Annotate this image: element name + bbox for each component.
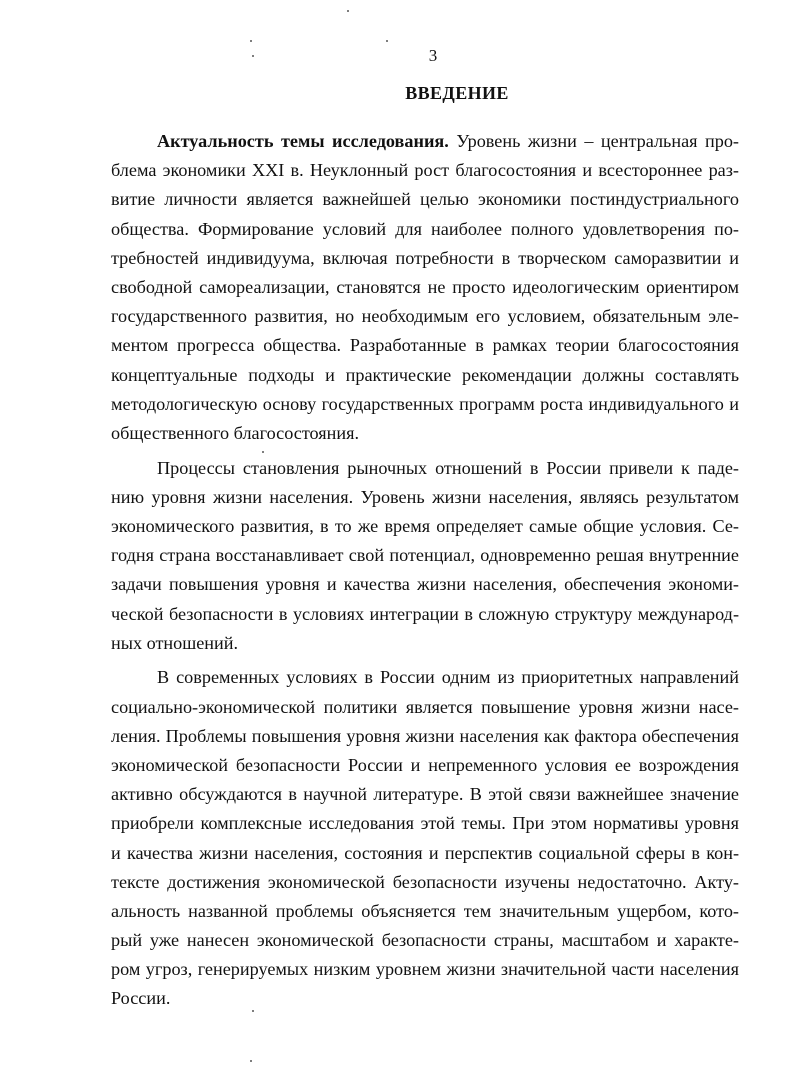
scan-speck xyxy=(347,10,349,12)
body-text xyxy=(111,127,739,1014)
text-line: блема экономики XXI в. Неуклонный рост благосостояния и всестороннее раз- xyxy=(111,160,739,181)
text-line: ром угроз, генерируемых низким уровнем жизни значительной части населения xyxy=(111,959,739,980)
text-line: нию уровня жизни населения. Уровень жизни населения, являясь результатом xyxy=(111,486,739,507)
text-line xyxy=(111,127,739,156)
text-line: требностей индивидуума, включая потребности в творческом саморазвитии и xyxy=(111,247,739,268)
scan-speck xyxy=(262,451,264,453)
paragraph-market-processes xyxy=(111,454,739,658)
text-line: России. xyxy=(111,988,171,1009)
text-line: рый уже нанесен экономической безопасности страны, масштабом и характе- xyxy=(111,930,739,951)
text-line: ных отношений. xyxy=(111,632,239,653)
text-line: свободной самореализации, становятся не просто идеологическим ориентиром xyxy=(111,276,739,297)
text-line: ческой безопасности в условиях интеграции в сложную структуру международ- xyxy=(111,603,739,624)
text-line: общества. Формирование условий для наиболее полного удовлетворения по- xyxy=(111,218,739,239)
scan-speck xyxy=(252,1010,254,1012)
page-number: 3 xyxy=(428,46,438,65)
text-line: экономического развития, в то же время определяет самые общие условия. Се- xyxy=(111,515,739,536)
text-line: Процессы становления рыночных отношений в России привели к паде- xyxy=(157,457,739,478)
text-line: ления. Проблемы повышения уровня жизни населения как фактора обеспечения xyxy=(111,725,739,746)
text-line: задачи повышения уровня и качества жизни населения, обеспечения экономи- xyxy=(111,574,739,595)
scan-speck xyxy=(252,55,254,57)
text-line-part: Уровень жизни – центральная про- xyxy=(448,131,739,151)
text-line: тексте достижения экономической безопасности изучены недостаточно. Акту- xyxy=(111,871,739,892)
scan-speck xyxy=(386,40,388,42)
text-line: социально-экономической политики является повышение уровня жизни насе- xyxy=(111,696,739,717)
paragraph-relevance xyxy=(111,127,739,448)
scan-speck xyxy=(250,40,252,42)
text-line: методологическую основу государственных программ роста индивидуального и xyxy=(111,393,739,414)
text-line: концептуальные подходы и практические рекомендации должны составлять xyxy=(111,364,739,385)
text-line: общественного благосостояния. xyxy=(111,422,360,443)
scan-speck xyxy=(250,1060,252,1062)
lead-phrase: Актуальность темы исследования. xyxy=(157,131,449,151)
text-line: и качества жизни населения, состояния и перспектив социальной сферы в кон- xyxy=(111,842,739,863)
section-heading: ВВЕДЕНИЕ xyxy=(405,83,509,103)
paragraph-modern-conditions xyxy=(111,663,739,1013)
text-line: экономической безопасности России и непременного условия ее возрождения xyxy=(111,754,739,775)
text-line: активно обсуждаются в научной литературе. В этой связи важнейшее значение xyxy=(111,784,739,805)
text-line: ментом прогресса общества. Разработанные в рамках теории благосостояния xyxy=(111,335,739,356)
text-line: государственного развития, но необходимым его условием, обязательным эле- xyxy=(111,306,739,327)
text-line: годня страна восстанавливает свой потенциал, одновременно решая внутренние xyxy=(111,545,739,566)
text-line: приобрели комплексные исследования этой темы. При этом нормативы уровня xyxy=(111,813,739,834)
text-line: альность названной проблемы объясняется тем значительным ущербом, кото- xyxy=(111,900,739,921)
text-line: витие личности является важнейшей целью экономики постиндустриального xyxy=(111,189,739,210)
text-line: В современных условиях в России одним из приоритетных направлений xyxy=(157,667,739,688)
